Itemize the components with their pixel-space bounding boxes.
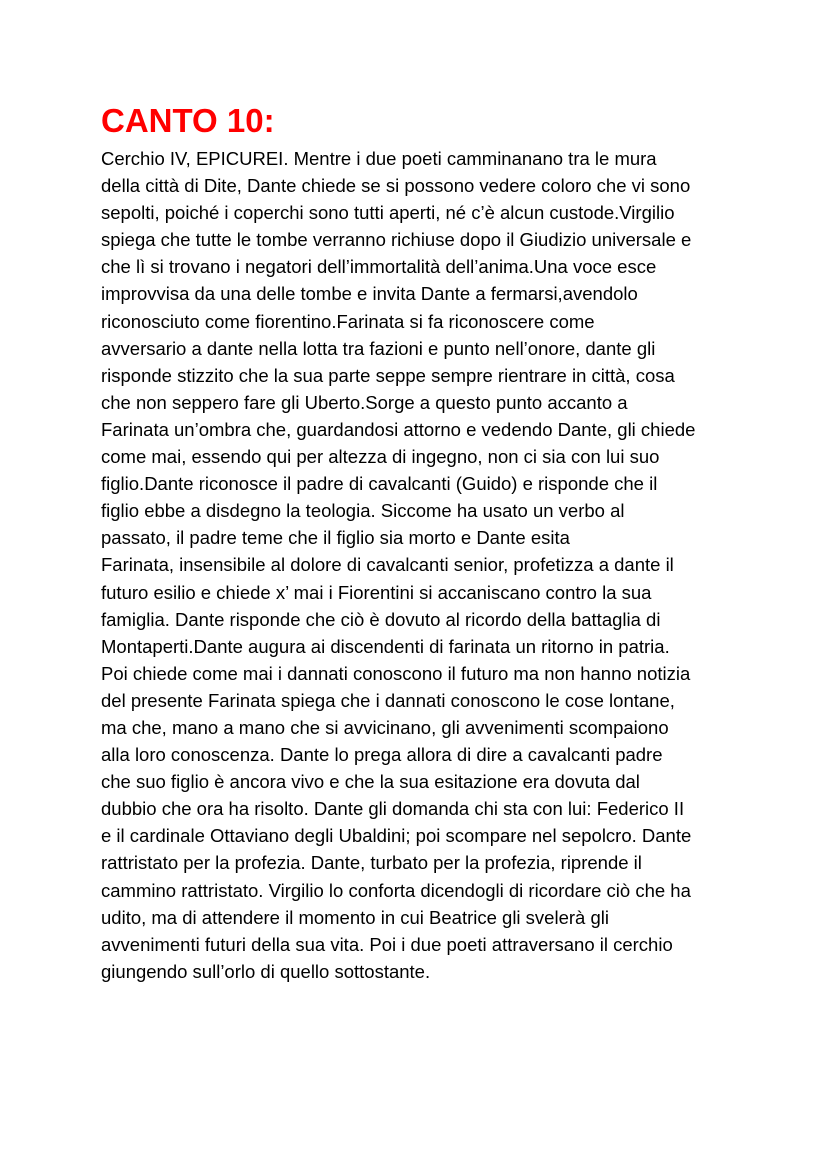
text-line: sepolti, poiché i coperchi sono tutti aperti, né c’è alcun custode.Virgilio: [101, 202, 675, 224]
text-line: famiglia. Dante risponde che ciò è dovuto al ricordo della battaglia di: [101, 608, 661, 630]
text-line: come mai, essendo qui per altezza di ingegno, non ci sia con lui suo: [101, 446, 660, 468]
text-line: Farinata un’ombra che, guardandosi attorno e vedendo Dante, gli chiede: [101, 418, 696, 440]
text-line: Montaperti.Dante augura ai discendenti di farinata un ritorno in patria.: [101, 635, 670, 657]
text-line: avversario a dante nella lotta tra fazioni e punto nell’onore, dante gli: [101, 337, 656, 359]
text-line: figlio ebbe a disdegno la teologia. Siccome ha usato un verbo al: [101, 500, 625, 522]
canto-title: CANTO 10:: [101, 102, 275, 139]
text-line: Cerchio IV, EPICUREI. Mentre i due poeti camminanano tra le mura: [101, 148, 657, 169]
text-line: cammino rattristato. Virgilio lo conforta dicendogli di ricordare ciò che ha: [101, 879, 691, 901]
document-content: [101, 101, 741, 985]
text-line: giungendo sull’orlo di quello sottostante.: [101, 960, 431, 982]
text-line: improvvisa da una delle tombe e invita Dante a fermarsi,avendolo: [101, 283, 638, 305]
text-line: rattristato per la profezia. Dante, turbato per la profezia, riprende il: [101, 852, 642, 874]
text-line: che non seppero fare gli Uberto.Sorge a questo punto accanto a: [101, 391, 628, 413]
text-line: risponde stizzito che la sua parte seppe sempre rientrare in città, cosa: [101, 364, 675, 386]
text-line: della città di Dite, Dante chiede se si possono vedere coloro che vi sono: [101, 175, 691, 197]
text-line: avvenimenti futuri della sua vita. Poi i due poeti attraversano il cerchio: [101, 933, 673, 955]
text-line: Poi chiede come mai i dannati conoscono il futuro ma non hanno notizia: [101, 662, 691, 684]
text-line: ma che, mano a mano che si avvicinano, gli avvenimenti scompaiono: [101, 716, 669, 738]
text-line: del presente Farinata spiega che i dannati conoscono le cose lontane,: [101, 689, 675, 711]
text-line: futuro esilio e chiede x’ mai i Fiorentini si accaniscano contro la sua: [101, 581, 652, 603]
text-line: dubbio che ora ha risolto. Dante gli domanda chi sta con lui: Federico II: [101, 798, 685, 820]
canto-summary-paragraph: [101, 145, 741, 985]
text-line: passato, il padre teme che il figlio sia morto e Dante esita: [101, 527, 570, 549]
text-line: che lì si trovano i negatori dell’immortalità dell’anima.Una voce esce: [101, 256, 657, 278]
text-line: spiega che tutte le tombe verranno richiuse dopo il Giudizio universale e: [101, 229, 692, 251]
text-line: figlio.Dante riconosce il padre di cavalcanti (Guido) e risponde che il: [101, 473, 658, 495]
text-line: e il cardinale Ottaviano degli Ubaldini; poi scompare nel sepolcro. Dante: [101, 825, 692, 847]
text-line: alla loro conoscenza. Dante lo prega allora di dire a cavalcanti padre: [101, 744, 663, 766]
text-line: che suo figlio è ancora vivo e che la sua esitazione era dovuta dal: [101, 771, 640, 793]
text-line: udito, ma di attendere il momento in cui Beatrice gli svelerà gli: [101, 906, 609, 928]
text-line: riconosciuto come fiorentino.Farinata si fa riconoscere come: [101, 310, 595, 332]
text-line: Farinata, insensibile al dolore di cavalcanti senior, profetizza a dante il: [101, 554, 674, 576]
